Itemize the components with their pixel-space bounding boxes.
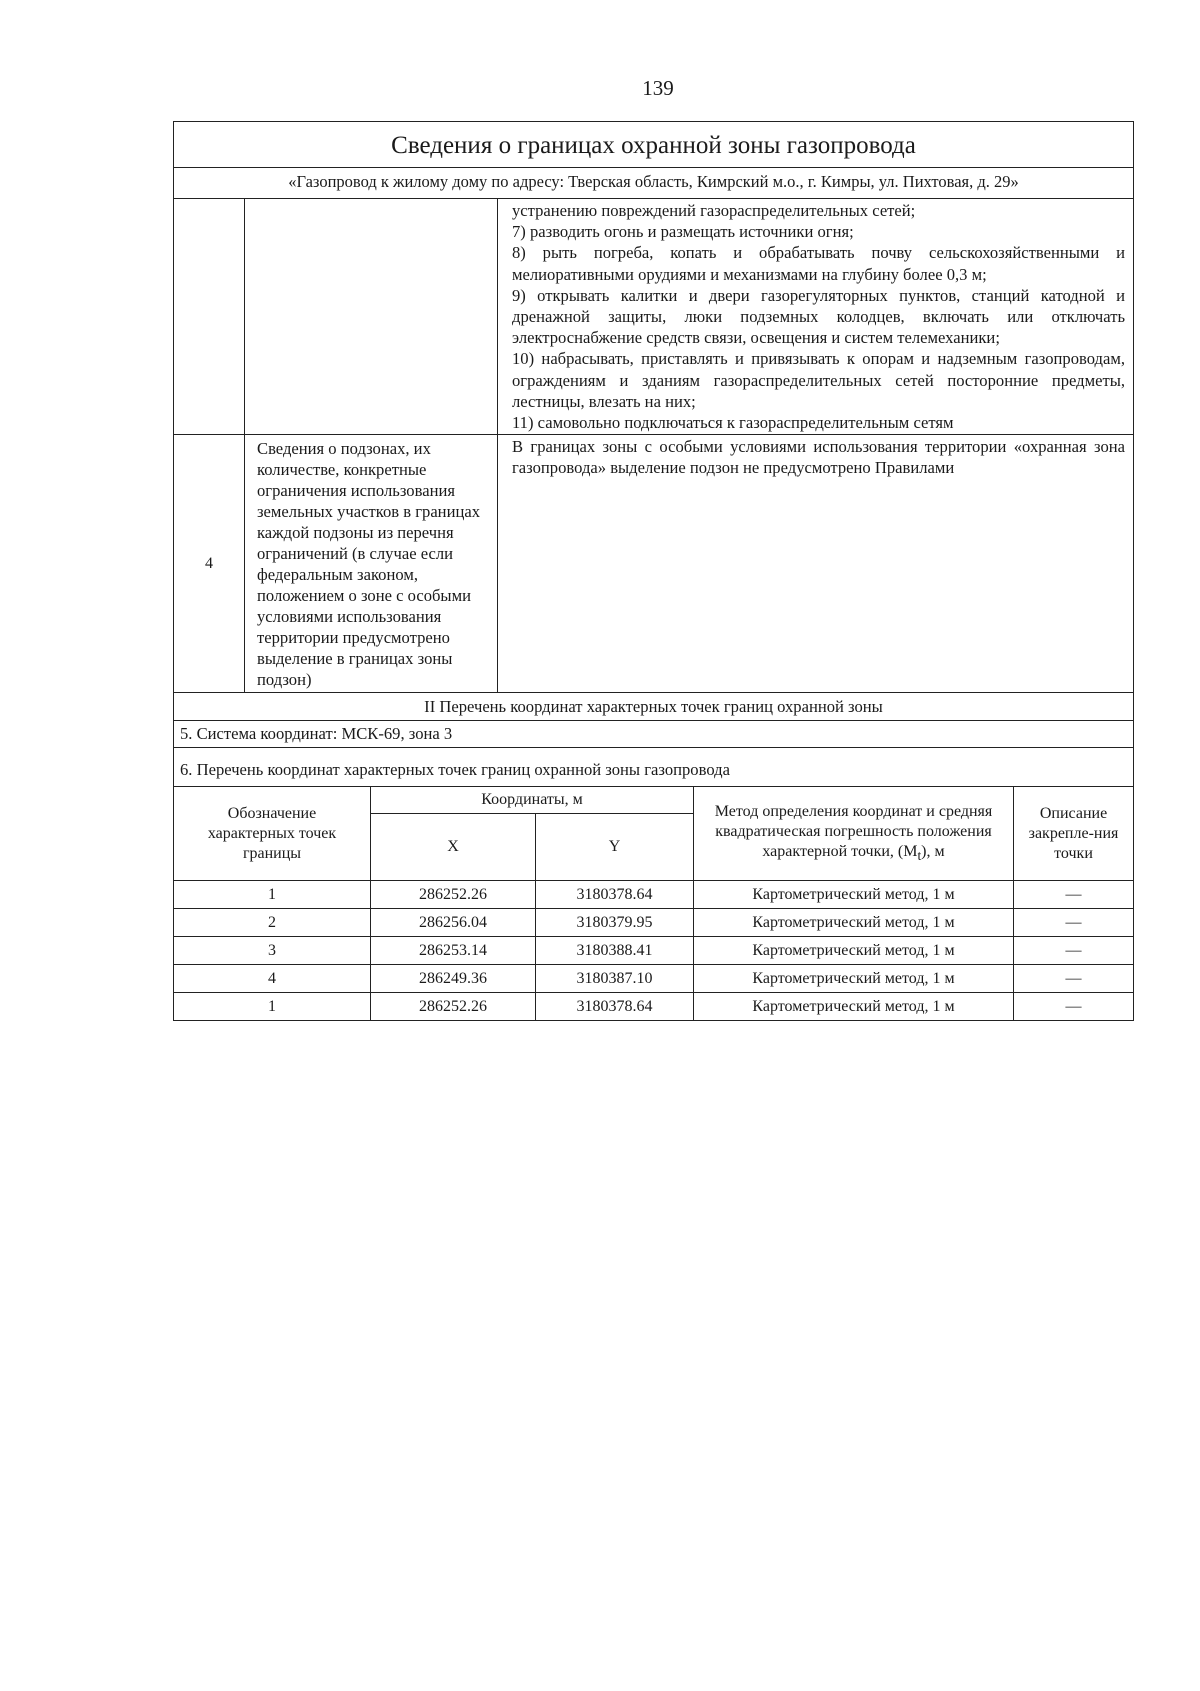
coordinate-list-title: 6. Перечень координат характерных точек границ охранной зоны газопровода [174, 748, 1134, 787]
row-name: Сведения о подзонах, их количестве, конкретные ограничения использования земельных участков в границах каждой подзоны из перечня ограничений (в случае если федеральным законом, положением о зоне с особыми условиями использования территории предусмотрено выделение в границах зоны подзон) [245, 435, 498, 693]
header-coordinates: Координаты, м [371, 787, 694, 814]
document-subtitle: «Газопровод к жилому дому по адресу: Тверская область, Кимрский м.о., г. Кимры, ул. Пихтовая, д. 29» [174, 168, 1134, 199]
table-row [174, 909, 1134, 937]
row-name [245, 199, 498, 435]
method-cell: Картометрический метод, 1 м [694, 965, 1014, 993]
section-title: II Перечень координат характерных точек границ охранной зоны [174, 693, 1134, 721]
x-cell: 286256.04 [371, 909, 536, 937]
point-cell: 3 [174, 937, 371, 965]
method-cell: Картометрический метод, 1 м [694, 937, 1014, 965]
document-body [173, 121, 1133, 1021]
description-cell: — [1014, 993, 1134, 1021]
restriction-line: 9) открывать калитки и двери газорегуляторных пунктов, станций катодной и дренажной защиты, люки подземных колодцев, включать или отключать электроснабжение средств связи, освещения и систем телемеханики; [512, 285, 1126, 348]
point-cell: 1 [174, 993, 371, 1021]
description-cell: — [1014, 881, 1134, 909]
point-cell: 2 [174, 909, 371, 937]
table-row [174, 965, 1134, 993]
restrictions-text [498, 199, 1134, 435]
restriction-line: 8) рыть погреба, копать и обрабатывать почву сельскохозяйственными и мелиоративными орудиями и механизмами на глубину более 0,3 м; [512, 243, 1126, 284]
document-title: Сведения о границах охранной зоны газопровода [174, 122, 1134, 168]
zone-info-table [173, 121, 1134, 787]
coordinates-table [173, 786, 1134, 1021]
row-text: В границах зоны с особыми условиями использования территории «охранная зона газопровода» выделение подзон не предусмотрено Правилами [498, 435, 1134, 693]
restriction-line: 7) разводить огонь и размещать источники огня; [512, 222, 854, 242]
header-method [694, 787, 1014, 881]
row-number [174, 199, 245, 435]
header-point: Обозначение характерных точек границы [174, 787, 371, 881]
page-number: 139 [642, 76, 674, 100]
restriction-line: 10) набрасывать, приставлять и привязывать к опорам и надземным газопроводам, ограждениям и зданиям газораспределительных сетей посторонние предметы, лестницы, влезать на них; [512, 349, 1126, 411]
row-number: 4 [174, 435, 245, 693]
table-row [174, 993, 1134, 1021]
description-cell: — [1014, 909, 1134, 937]
y-cell: 3180378.64 [536, 993, 694, 1021]
description-cell: — [1014, 937, 1134, 965]
y-cell: 3180388.41 [536, 937, 694, 965]
point-cell: 4 [174, 965, 371, 993]
table-row [174, 937, 1134, 965]
x-cell: 286253.14 [371, 937, 536, 965]
header-x: X [371, 814, 536, 881]
point-cell: 1 [174, 881, 371, 909]
x-cell: 286252.26 [371, 993, 536, 1021]
y-cell: 3180387.10 [536, 965, 694, 993]
method-cell: Картометрический метод, 1 м [694, 909, 1014, 937]
restriction-line: устранению повреждений газораспределительных сетей; [512, 201, 916, 220]
table-row [174, 435, 1134, 693]
method-cell: Картометрический метод, 1 м [694, 993, 1014, 1021]
y-cell: 3180379.95 [536, 909, 694, 937]
header-y: Y [536, 814, 694, 881]
x-cell: 286252.26 [371, 881, 536, 909]
coordinate-system: 5. Система координат: МСК-69, зона 3 [174, 721, 1134, 748]
description-cell: — [1014, 965, 1134, 993]
restriction-line: 11) самовольно подключаться к газораспределительным сетям [512, 413, 954, 433]
table-row [174, 881, 1134, 909]
table-row [174, 199, 1134, 435]
x-cell: 286249.36 [371, 965, 536, 993]
method-cell: Картометрический метод, 1 м [694, 881, 1014, 909]
y-cell: 3180378.64 [536, 881, 694, 909]
header-description: Описание закрепле-ния точки [1014, 787, 1134, 881]
header-method-text: Метод определения координат и средняя квадратическая погрешность положения характерной точки, $(M_t)$, м [714, 802, 993, 863]
